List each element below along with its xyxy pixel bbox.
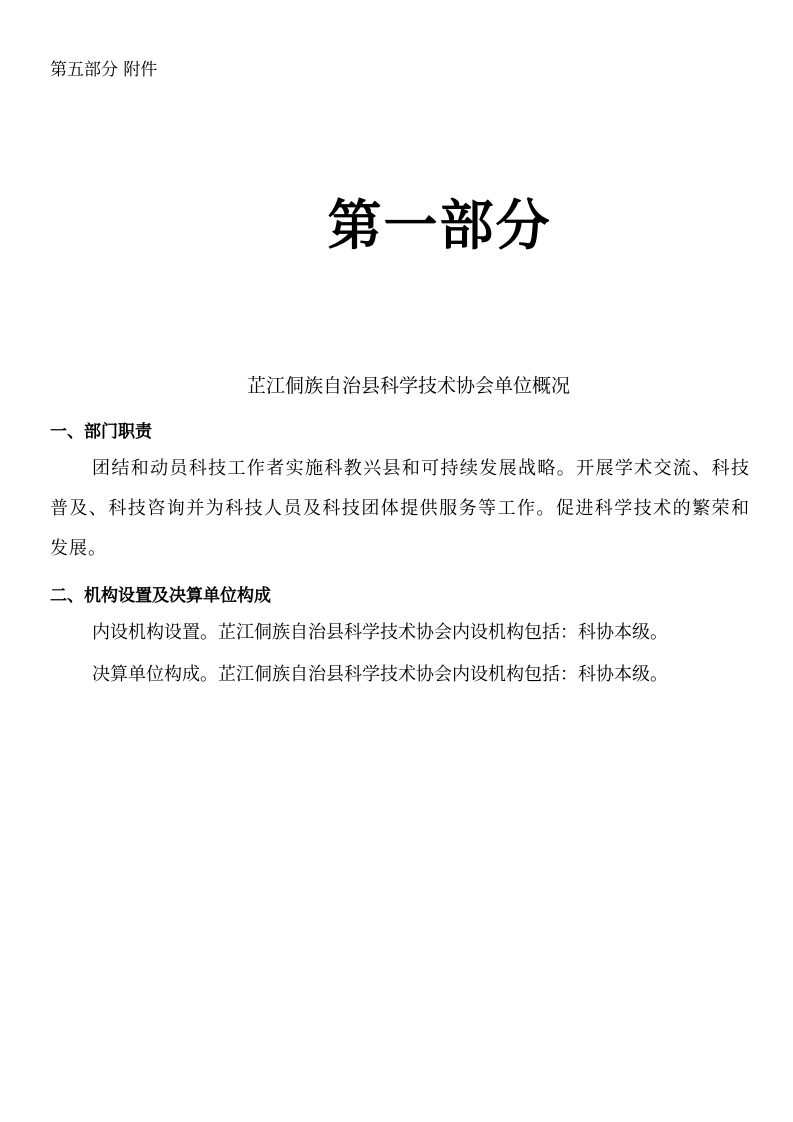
- section-label: 第五部分 附件: [50, 60, 158, 80]
- document-title: 芷江侗族自治县科学技术协会单位概况: [246, 375, 570, 397]
- accounting-units-paragraph: 决算单位构成。芷江侗族自治县科学技术协会内设机构包括：科协本级。: [92, 664, 668, 685]
- section-heading-organization: 二、机构设置及决算单位构成: [50, 586, 271, 606]
- section-heading-duties: 一、部门职责: [50, 422, 152, 442]
- part-title: 第一部分: [327, 193, 552, 257]
- internal-structure-paragraph: 内设机构设置。芷江侗族自治县科学技术协会内设机构包括：科协本级。: [92, 622, 668, 643]
- duties-paragraph: 团结和动员科技工作者实施科教兴县和可持续发展战略。开展学术交流、科技普及、科技咨询并为科技人员及科技团体提供服务等工作。促进科学技术的繁荣和发展。: [50, 458, 750, 559]
